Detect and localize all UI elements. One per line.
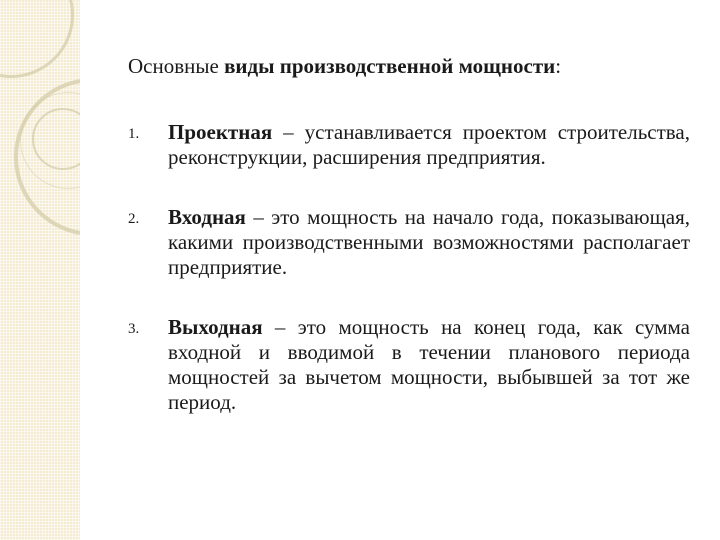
item-term: Входная — [168, 205, 246, 229]
item-text: – это мощность на начало года, показывающая, какими производственными возможностями располагает предприятие. — [168, 205, 690, 279]
item-text: – это мощность на конец года, как сумма входной и вводимой в течении планового периода мощностей за вычетом мощности, выбывшей за тот же период. — [168, 315, 690, 414]
capacity-types-list — [128, 120, 690, 415]
item-number: 2. — [128, 211, 140, 227]
decorative-side-band — [0, 0, 80, 540]
item-text: – устанавливается проектом строительства, реконструкции, расширения предприятия. — [168, 120, 690, 169]
heading-bold: виды производственной мощности — [224, 54, 556, 78]
heading-prefix: Основные — [128, 54, 225, 78]
item-number: 3. — [128, 321, 140, 337]
heading-suffix: : — [555, 54, 562, 78]
slide-heading — [128, 52, 690, 80]
item-term: Выходная — [168, 315, 263, 339]
list-item — [128, 315, 690, 415]
decorative-ring — [0, 0, 74, 78]
list-item — [128, 120, 690, 170]
slide-content — [128, 52, 690, 415]
list-item — [128, 205, 690, 280]
item-number: 1. — [128, 126, 140, 142]
item-term: Проектная — [168, 120, 273, 144]
